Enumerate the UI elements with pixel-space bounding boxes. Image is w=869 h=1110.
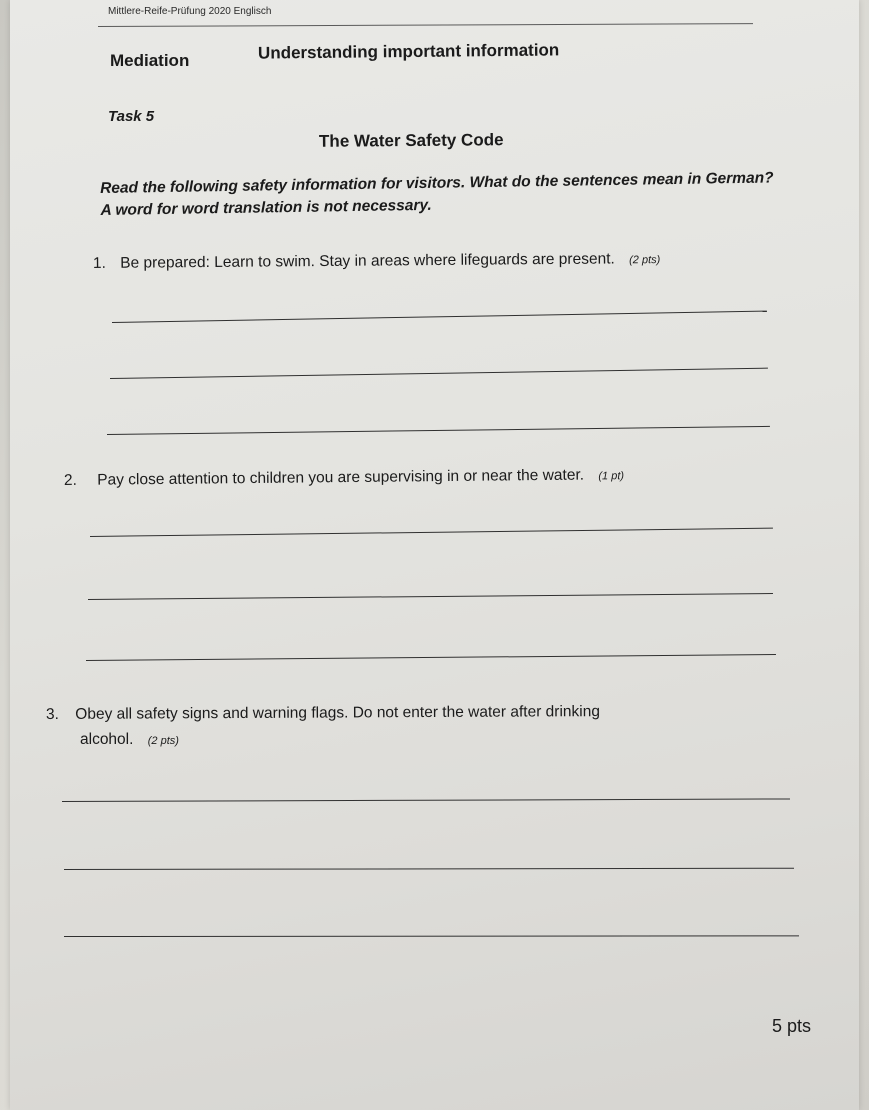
total-points: 5 pts [771,1016,811,1036]
answer-line[interactable] [107,426,770,435]
answer-line[interactable] [112,311,767,323]
question-2-text: Pay close attention to children you are supervising in or near the water. [97,466,585,489]
answer-line[interactable] [62,798,790,802]
question-1-number: 1. [92,254,107,272]
question-2-number: 2. [63,471,78,489]
task-label: Task 5 [108,108,155,125]
question-3-text-line1: Obey all safety signs and warning flags. Do not enter the water after drinking [75,703,600,723]
answer-line[interactable] [64,868,794,870]
question-1-text: Be prepared: Learn to swim. Stay in areas where lifeguards are present. [120,250,615,272]
answer-line[interactable] [64,935,799,937]
question-3-number: 3. [45,705,59,723]
exam-header: Mittlere-Reife-Prüfung 2020 Englisch [108,6,272,17]
answer-line[interactable] [110,368,768,379]
answer-line[interactable] [90,528,773,537]
section-title: Understanding important information [257,40,560,63]
task-instructions: Read the following safety information for visitors. What do the sentences mean in German? A word for word translation is not necessary. [100,169,774,219]
question-3-text-line2: alcohol. [80,731,134,748]
question-1-points: (2 pts) [629,254,661,267]
section-label: Mediation [110,51,190,70]
question-3 [46,703,600,724]
worksheet-page [10,0,859,1110]
task-title: The Water Safety Code [318,130,504,151]
question-2-points: (1 pt) [598,470,625,483]
answer-line[interactable] [86,654,776,661]
question-3-points: (2 pts) [147,735,179,747]
header-divider [98,23,753,27]
question-1 [93,250,660,273]
question-2 [64,466,624,490]
question-3-line2 [80,731,179,749]
answer-line[interactable] [88,593,773,600]
